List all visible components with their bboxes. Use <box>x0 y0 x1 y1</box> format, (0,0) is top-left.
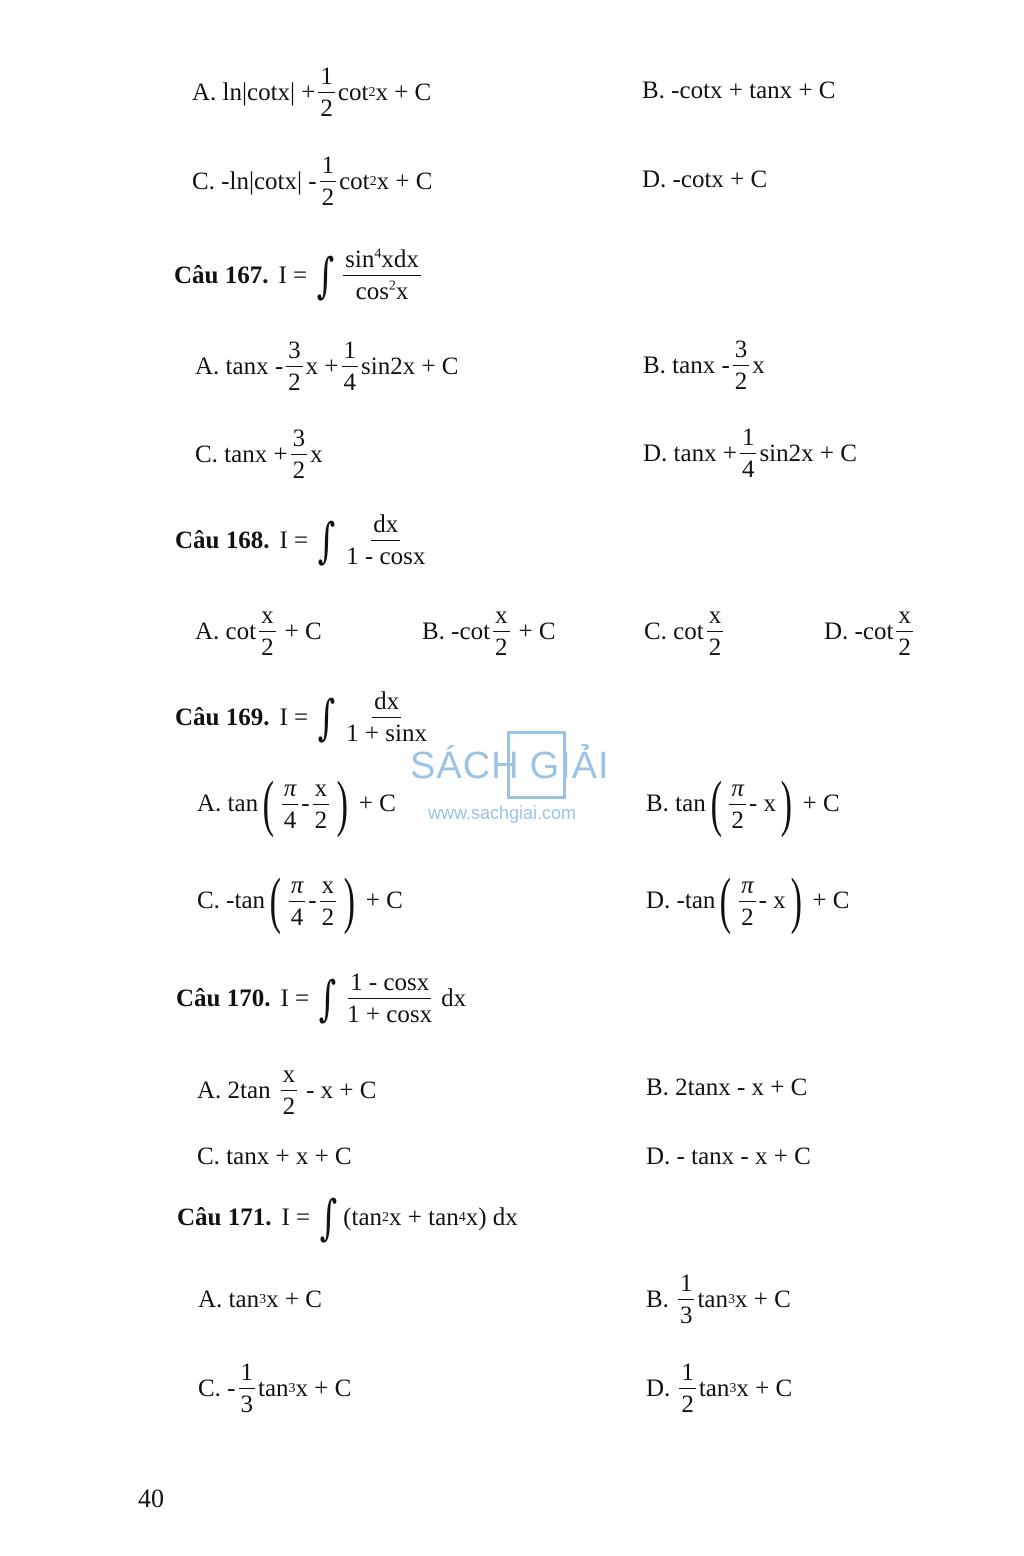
fraction: $\frac{3}{2}$ <box>292 425 306 484</box>
page-number: 40 <box>138 1484 164 1513</box>
fraction: $\frac{1}{2}$ <box>681 1359 694 1418</box>
fraction: $\frac{x}{2}$ <box>321 871 335 931</box>
option-label: A. ln|cotx| + <box>192 78 316 106</box>
fraction: $\frac{\pi}{4}$ <box>290 871 304 931</box>
fraction: $\frac{1}{3}$ <box>679 1270 693 1329</box>
watermark-url: www.sachgiai.com <box>428 803 577 823</box>
q171-option-b: B. $\frac{1}{3}$ tan 3 x + C <box>646 1270 791 1329</box>
q171-question: Câu 171. I = ∫ (tan 2 x + tan 4 x) dx <box>177 1190 518 1246</box>
q169-option-b: B. tan ( $\frac{\pi}{2}$ - x ) + C <box>646 770 840 838</box>
fraction: $\frac{1}{3}$ <box>240 1359 253 1418</box>
integrand-fraction: $\frac{dx}{1 + \sin x}$ <box>346 688 427 747</box>
q168-option-b: B. -cot $\frac{x}{2}$ + C <box>422 602 556 661</box>
q168-option-a: A. cot $\frac{x}{2}$ + C <box>195 602 322 661</box>
option-label: C. -ln|cotx| - <box>192 167 317 195</box>
q170-option-c: C. tanx + x + C <box>197 1143 352 1170</box>
question-number: Câu 167. <box>174 261 269 289</box>
fraction: $\frac{x}{2}$ <box>898 602 911 661</box>
q169-option-d: D. -tan ( $\frac{\pi}{2}$ - x ) + C <box>646 867 850 935</box>
fraction: $\frac{3}{2}$ <box>734 336 748 395</box>
fraction: $\frac{x}{2}$ <box>282 1061 296 1120</box>
integral-sign: ∫ <box>316 247 335 304</box>
integral-sign: ∫ <box>318 970 337 1027</box>
q168-option-d: D. -cot $\frac{x}{2}$ <box>824 602 911 661</box>
fraction: $\frac{1}{4}$ <box>741 424 755 483</box>
fraction: $\frac{\pi}{2}$ <box>731 774 744 834</box>
integrand-fraction: $\frac{\sin^4xdx}{\cos^2x}$ <box>345 246 419 305</box>
q171-option-a: A. tan 3 x + C <box>198 1286 322 1313</box>
fraction: $\frac{1}{4}$ <box>343 337 357 396</box>
question-number: Câu 168. <box>175 526 270 554</box>
fraction: $\frac{1}{2}$ <box>321 152 335 211</box>
question-number: Câu 170. <box>176 984 271 1012</box>
q168-question: Câu 168. I = ∫ $\frac{dx}{1 - \cos x}$ <box>175 511 426 570</box>
integral-sign: ∫ <box>317 689 336 746</box>
q169-option-c: C. -tan ( $\frac{\pi}{4}$ - $\frac{x}{2}$ ) + C <box>197 867 403 935</box>
q167-option-d: D. tanx + $\frac{1}{4}$ sin2x + C <box>643 424 857 483</box>
q166-option-c: C. -ln|cotx| - $\frac{1}{2}$ cot 2 x + C <box>192 152 433 211</box>
watermark-logo-box <box>507 731 566 799</box>
fraction: $\frac{1}{2}$ <box>320 63 333 122</box>
q166-option-d: D. -cotx + C <box>642 166 768 193</box>
question-number: Câu 171. <box>177 1204 272 1231</box>
fraction: $\frac{x}{2}$ <box>261 602 274 661</box>
watermark-brand-left: SÁCH <box>410 745 520 787</box>
integral-sign: ∫ <box>319 1190 338 1246</box>
fraction: $\frac{3}{2}$ <box>288 337 301 396</box>
q167-option-c: C. tanx + $\frac{3}{2}$ x <box>195 425 323 484</box>
q170-option-a: A. 2tan $\frac{x}{2}$ - x + C <box>197 1061 377 1120</box>
q169-option-a: A. tan ( $\frac{\pi}{4}$ - $\frac{x}{2}$ ) + C <box>197 770 396 838</box>
integral-sign: ∫ <box>317 512 336 569</box>
watermark-brand-g: G <box>529 745 561 787</box>
integrand-fraction: $\frac{1 - \cos x}{1 + \cos x}$ <box>347 969 433 1028</box>
q171-option-d: D. $\frac{1}{2}$ tan 3 x + C <box>646 1359 793 1418</box>
q170-option-d: D. - tanx - x + C <box>646 1143 811 1170</box>
q166-option-a: A. ln|cotx| + $\frac{1}{2}$ cot 2 x + C <box>192 63 432 122</box>
fraction: $\frac{x}{2}$ <box>708 602 722 661</box>
fraction: $\frac{\pi}{4}$ <box>283 774 297 834</box>
q167-option-a: A. tanx - $\frac{3}{2}$ x + $\frac{1}{4}$ sin2x + C <box>195 337 459 396</box>
q171-option-c: C. - $\frac{1}{3}$ tan 3 x + C <box>198 1359 352 1418</box>
q169-question: Câu 169. I = ∫ $\frac{dx}{1 + \sin x}$ <box>175 688 427 747</box>
q170-option-b: B. 2tanx - x + C <box>646 1074 808 1101</box>
q167-question: Câu 167. I = ∫ $\frac{\sin^4xdx}{\cos^2x}$ <box>174 246 419 305</box>
fraction: $\frac{x}{2}$ <box>314 774 328 834</box>
integrand-fraction: $\frac{dx}{1 - \cos x}$ <box>346 511 426 570</box>
fraction: $\frac{x}{2}$ <box>495 602 508 661</box>
watermark-brand-right: IẢI <box>560 745 610 787</box>
q167-option-b: B. tanx - $\frac{3}{2}$ x <box>643 336 765 395</box>
q168-option-c: C. cot $\frac{x}{2}$ <box>644 602 722 661</box>
question-number: Câu 169. <box>175 703 270 731</box>
fraction: $\frac{\pi}{2}$ <box>741 871 754 931</box>
q170-question: Câu 170. I = ∫ $\frac{1 - \cos x}{1 + \cos x}$ dx <box>176 969 467 1028</box>
q166-option-b: B. -cotx + tanx + C <box>642 77 836 104</box>
